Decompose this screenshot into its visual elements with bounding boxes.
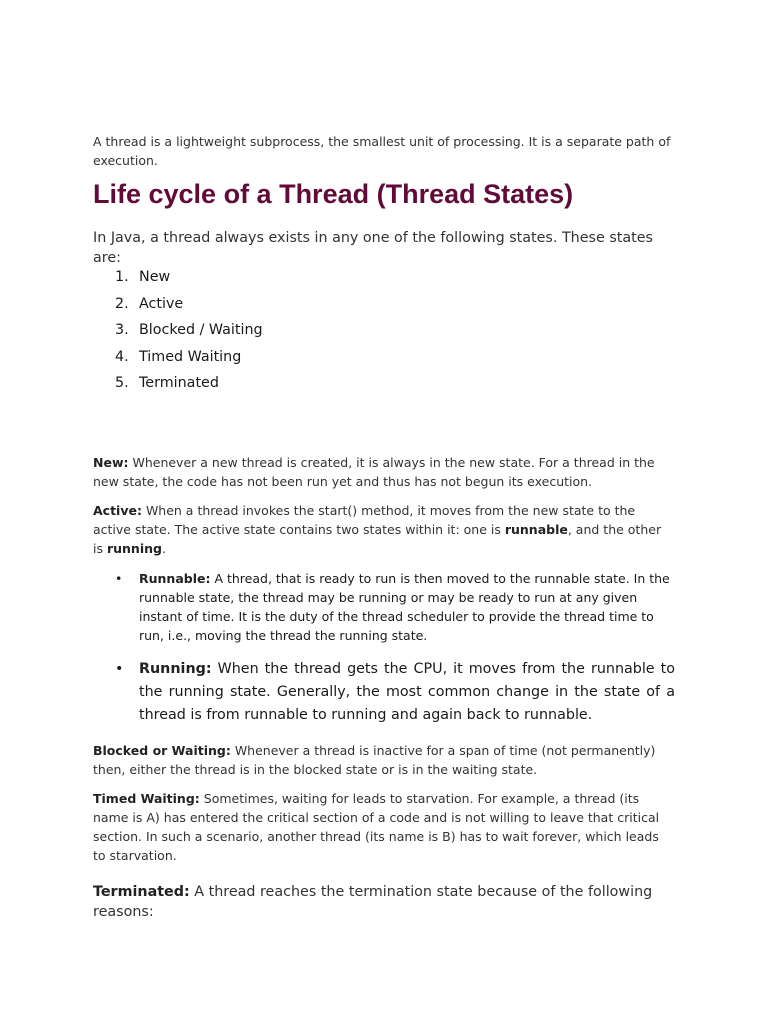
list-item-number: 4. [115, 348, 129, 365]
blocked-state-text: Whenever a thread is inactive for a span of time (not permanently) then, either the thread is in the blocked state or is in the waiting state. [93, 743, 656, 777]
bullet-dot: • [115, 661, 124, 677]
list-item-label: Blocked / Waiting [139, 322, 263, 338]
active-state-term: Active: [93, 503, 142, 518]
running-keyword: running [106, 541, 162, 556]
list-item [93, 347, 263, 374]
list-item-label: Active [139, 295, 184, 312]
list-item [93, 267, 263, 294]
bullet-dot: • [115, 571, 123, 586]
active-state-text-middle: , and the other is [93, 522, 662, 556]
blocked-state-term: Blocked or Waiting: [93, 743, 231, 758]
page-title: Life cycle of a Thread (Thread States) [93, 179, 574, 209]
new-state-paragraph [93, 453, 675, 491]
running-term: Running: [139, 661, 212, 677]
list-item-number: 5. [115, 375, 129, 391]
active-state-paragraph [93, 501, 675, 558]
list-item-label: New [139, 269, 171, 285]
new-state-text: Whenever a new thread is created, it is always in the new state. For a thread in the new state, the code has not been run yet and thus has not begun its execution. [93, 455, 655, 489]
runnable-text: A thread, that is ready to run is then moved to the runnable state. In the runnable state, the thread may be running or may be ready to run at any given instant of time. It is the duty of the thread scheduler to provide the thread time to run, i.e., moving the thread the running state. [139, 571, 670, 643]
list-item-number: 2. [115, 295, 129, 312]
runnable-term: Runnable: [139, 571, 211, 586]
active-state-text: When a thread invokes the start() method, it moves from the new state to the active state. The active state contains two states within it: one is [93, 503, 636, 537]
list-item [93, 320, 263, 347]
runnable-keyword: runnable [504, 522, 568, 537]
runnable-bullet-item [115, 569, 675, 645]
list-item-label: Timed Waiting [139, 348, 242, 365]
states-intro-paragraph: In Java, a thread always exists in any one of the following states. These states are: [93, 230, 653, 266]
running-bullet-item [115, 658, 675, 727]
terminated-state-text: A thread reaches the termination state because of the following reasons: [93, 884, 653, 920]
thread-states-list [93, 267, 263, 400]
list-item-number: 3. [115, 322, 129, 338]
list-item [93, 373, 263, 400]
list-item-number: 1. [115, 269, 129, 285]
timed-waiting-paragraph [93, 789, 675, 865]
timed-waiting-term: Timed Waiting: [93, 791, 200, 806]
running-text: When the thread gets the CPU, it moves from the runnable to the running state. Generally, the most common change in the state of a thread is from runnable to running and again back to runnable. [139, 661, 675, 723]
new-state-term: New: [93, 455, 129, 470]
list-item [93, 294, 263, 321]
intro-paragraph: A thread is a lightweight subprocess, the smallest unit of processing. It is a separate path of execution. [93, 134, 671, 168]
timed-waiting-text: Sometimes, waiting for leads to starvation. For example, a thread (its name is A) has entered the critical section of a code and is not willing to leave that critical section. In such a scenario, another thread (its name is B) has to wait forever, which leads to starvation. [93, 791, 660, 863]
blocked-state-paragraph [93, 741, 675, 779]
list-item-label: Terminated [139, 375, 219, 391]
terminated-state-term: Terminated: [93, 884, 190, 900]
active-state-text-end: . [161, 541, 166, 556]
terminated-state-paragraph [93, 882, 693, 922]
